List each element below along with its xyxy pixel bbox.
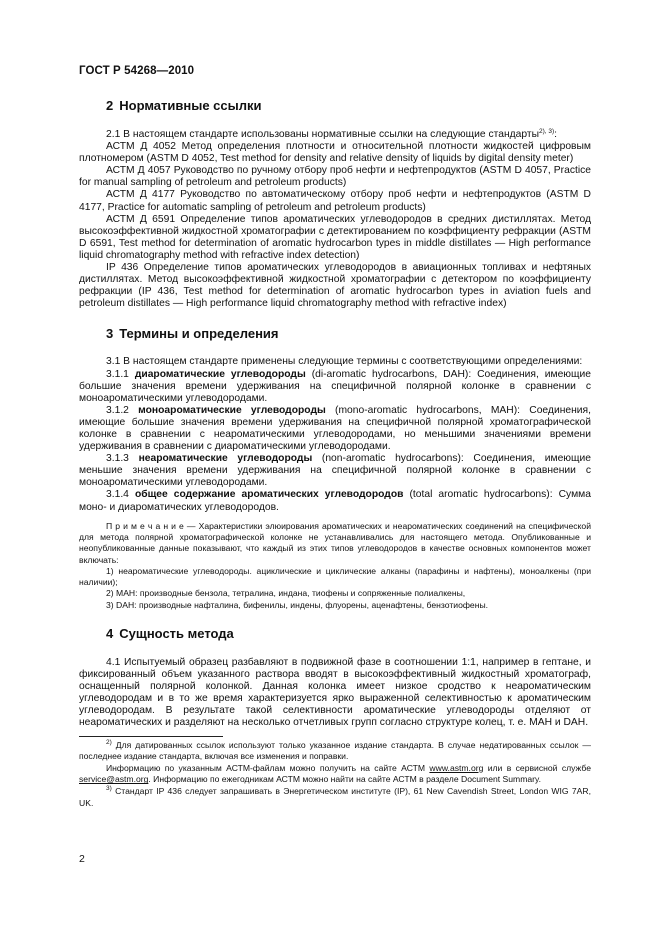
section-4-heading: [106, 626, 591, 642]
footnote-divider: [79, 736, 223, 737]
note-label: П р и м е ч а н и е: [106, 520, 184, 531]
term-name: общее содержание ароматических углеводородов: [134, 489, 404, 501]
term-definition: (di-aromatic hydrocarbons, DAH): Соединения, имеющие большие значения времени удерживания на специфичной полярной колонке в сравнении с моноароматическими углеводородами.: [79, 368, 591, 404]
term-number: 3.1.3: [106, 453, 129, 465]
footnote-2: [79, 740, 591, 763]
section-2-heading: [106, 98, 591, 114]
paragraph-4-1: 4.1 Испытуемый образец разбавляют в подвижной фазе в соотношении 1:1, например в гептане, и фиксированный объем указанного раствора вводят в высокоэффективный жидкостный хроматограф, оснащенный полярной колонкой. Данная колонка имеет низкое сродство к неароматическим углеводородам и в то же время характеризуется ярко выраженной селективностью к ароматическим углеводородам. В результате такой селективности ароматические углеводороды отделяют от неароматических и разделяют на несколько отчетливых групп согласно структуре колец, т. е. MAH и DAH.: [79, 657, 591, 729]
footnote-2-info: [79, 763, 591, 786]
footnote-ref: 2), 3): [538, 128, 555, 135]
term-number: 3.1.1: [106, 368, 129, 380]
note-item-3: 3) DAH: производные нафталина, бифенилы, индены, флуорены, аценафтены, бензотиофены.: [106, 599, 489, 610]
document-header-code: ГОСТ Р 54268—2010: [79, 65, 195, 77]
footnote-text: . Информацию по ежегодникам АСТМ можно найти на сайте АСТМ в разделе Document Summary.: [148, 774, 542, 785]
section-title: Термины и определения: [119, 326, 279, 342]
paragraph-2-1: [79, 129, 591, 141]
footnote-text: Информацию по указанным АСТМ-файлам можно получить на сайте АСТМ: [106, 762, 430, 773]
section-3-heading: [106, 326, 591, 342]
footnote-mark: 2): [106, 738, 112, 746]
reference-ip-436: IP 436 Определение типов ароматических углеводородов в авиационных топливах и нефтяных дистиллятах. Метод высокоэффективной жидкостной хроматографии с детектором по коэффициенту рефракции (IP 436, Test method for determination of aromatic hydrocarbon types in aviation fuels and petroleum distillates — High performance liquid chromatography method with refractive index): [79, 262, 591, 310]
reference-astm-d4177: АСТМ Д 4177 Руководство по автоматическому отбору проб нефти и нефтепродуктов (ASTM D 4177, Practice for automatic sampling of petroleum and petroleum products): [79, 189, 591, 213]
footnote-text: или в сервисной службе: [483, 762, 591, 773]
note-block: [79, 521, 591, 611]
note-item-2: 2) MAH: производные бензола, тетралина, индана, тиофены и сопряженные полиалкены,: [106, 588, 466, 599]
term-number: 3.1.4: [106, 489, 129, 501]
term-name: неароматические углеводороды: [138, 453, 313, 465]
astm-website-link[interactable]: www.astm.org: [429, 762, 484, 773]
term-3-1-3: [79, 453, 591, 489]
footnote-mark: 3): [106, 784, 112, 792]
section-title: Нормативные ссылки: [119, 98, 262, 113]
term-definition: (non-aromatic hydrocarbons): Соединения, имеющие меньшие значения времени удерживания на специфичной полярной колонке в сравнении с моноароматическими углеводородами.: [79, 453, 591, 489]
note-item-1: 1) неароматические углеводороды. ациклические и циклические алканы (парафины и нафтены), моноалкены (при наличии);: [79, 565, 591, 588]
footnotes: [79, 740, 591, 810]
paragraph-3-1: 3.1 В настоящем стандарте применены следующие термины с соответствующими определениями:: [106, 356, 583, 368]
paragraph-end: :: [554, 129, 558, 140]
term-number: 3.1.2: [106, 404, 129, 416]
term-name: диароматические углеводороды: [134, 368, 306, 380]
footnote-text: Для датированных ссылок используют только указанное издание стандарта. В случае недатированных ссылок — последнее издание стандарта, включая все изменения и поправки.: [79, 739, 591, 762]
term-3-1-1: [79, 369, 591, 405]
reference-astm-d4052: АСТМ Д 4052 Метод определения плотности и относительной плотности жидкостей цифровым плотномером (ASTM D 4052, Test method for density and relative density of liquids by digital density meter): [79, 141, 591, 165]
term-3-1-2: [79, 405, 591, 453]
section-number: 2: [106, 98, 114, 113]
page-number: 2: [79, 853, 85, 865]
section-title: Сущность метода: [119, 626, 234, 641]
term-name: моноароматические углеводороды: [138, 404, 326, 416]
footnote-text: Стандарт IP 436 следует запрашивать в Энергетическом институте (IP), 61 New Cavendish Street, London WIG 7AR, UK.: [79, 785, 591, 808]
section-number: 3: [106, 326, 114, 342]
term-definition: (total aromatic hydrocarbons): Сумма моно- и диароматических углеводородов.: [79, 489, 591, 513]
term-3-1-4: [79, 489, 591, 513]
page-content: [79, 90, 591, 809]
reference-astm-d4057: АСТМ Д 4057 Руководство по ручному отбору проб нефти и нефтепродуктов (ASTM D 4057, Practice for manual sampling of petroleum and petroleum products): [79, 165, 591, 189]
term-definition: (mono-aromatic hydrocarbons, MAH): Соединения, имеющие большие значения времени удерживания на специфичной полярной хроматографической колонке в сравнении с неароматическими углеводородами, но меньшими значениями времени удерживания в сравнении с диароматическими углеводородами.: [79, 404, 591, 453]
note-text: — Характеристики элюирования ароматических и неароматических соединений на специфической для метода полярной хроматографической колонке не устанавливались для настоящего метода. Опубликованные и неопубликованные данные показывают, что каждый из этих типов углеводородов в качестве основных компонентов может включать:: [79, 520, 591, 565]
astm-service-email-link[interactable]: service@astm.org: [79, 774, 149, 785]
section-number: 4: [106, 626, 114, 641]
reference-astm-d6591: АСТМ Д 6591 Определение типов ароматических углеводородов в средних дистиллятах. Метод высокоэффективной жидкостной хроматографии с детектированием по коэффициенту рефракции (ASTM D 6591, Test method for determination of aromatic hydrocarbon types in middle distillates — High performance liquid chromatography method with refractive index detection): [79, 213, 591, 261]
paragraph-text: 2.1 В настоящем стандарте использованы нормативные ссылки на следующие стандарты: [106, 129, 539, 140]
footnote-3: [79, 786, 591, 809]
note-paragraph: [79, 521, 591, 566]
